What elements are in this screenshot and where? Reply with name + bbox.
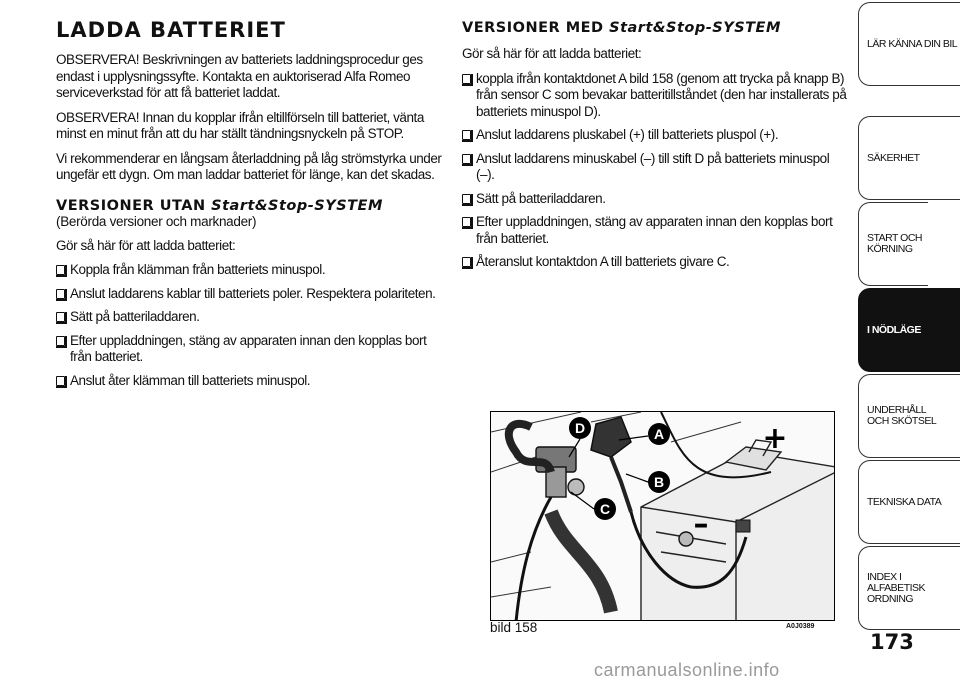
label-d-text: D (574, 420, 586, 436)
left-column (56, 18, 446, 396)
tab-sakerhet[interactable] (858, 116, 960, 200)
tab-tekniska-data[interactable] (858, 460, 960, 544)
list-item (56, 309, 446, 326)
page-number: 173 (870, 630, 914, 654)
list-item-text: Anslut laddarens pluskabel (+) till batteriets pluspol (+). (476, 127, 779, 142)
label-b-text: B (653, 474, 665, 490)
list-item (56, 286, 446, 303)
label-a-icon (648, 423, 670, 445)
checkbox-bullet-icon (56, 312, 65, 322)
list-item (56, 262, 446, 279)
heading-text: VERSIONER UTAN (56, 197, 212, 214)
list-item (462, 127, 847, 144)
checkbox-bullet-icon (56, 336, 65, 346)
minus-symbol: – (693, 507, 709, 542)
list-item (462, 214, 847, 247)
battery-illustration (490, 411, 835, 621)
label-c-icon (594, 498, 616, 520)
tab-label: UNDERHÅLL OCH SKÖTSEL (867, 404, 937, 427)
list-item-text: Anslut laddarens minuskabel (–) till stift D på batteriets minuspol (–). (476, 150, 830, 182)
recommendation-paragraph: Vi rekommenderar en långsam återladdning på låg strömstyrka under ungefär ett dygn. Om man laddar batteriet för länge, kan det skadas. (56, 150, 442, 182)
tab-i-nodlage[interactable] (858, 288, 960, 372)
list-item (56, 333, 446, 366)
list-item (462, 71, 847, 121)
checkbox-bullet-icon (462, 74, 471, 84)
checkbox-bullet-icon (56, 376, 65, 386)
battery-drawing (491, 412, 835, 621)
label-c-text: C (599, 501, 611, 517)
checkbox-bullet-icon (462, 130, 471, 140)
section-heading-without-ss (56, 198, 446, 214)
figure-code: A0J0389 (786, 623, 815, 630)
label-a-text: A (653, 426, 665, 442)
list-item-text: Anslut åter klämman till batteriets minuspol. (70, 372, 311, 388)
figure-caption: bild 158 (490, 620, 538, 635)
tab-label: I NÖDLÄGE (867, 323, 921, 336)
tab-label: INDEX I ALFABETISK ORDNING (867, 570, 926, 605)
instruction-intro: Gör så här för att ladda batteriet: (462, 46, 642, 61)
checkbox-bullet-icon (462, 194, 471, 204)
list-item (462, 254, 847, 271)
label-b-icon (648, 471, 670, 493)
list-item-text: Sätt på batteriladdaren. (476, 190, 606, 206)
note-paragraph-1: OBSERVERA! Beskrivningen av batteriets laddningsprocedur ges endast i upplysningssyfte. Kontakta en auktoriserad Alfa Romeo serviceverkstad för att få batteriet laddat. (56, 52, 423, 100)
list-item-text: Sätt på batteriladdaren. (70, 309, 200, 324)
list-item-text: Anslut laddarens kablar till batteriets poler. Respektera polariteten. (70, 285, 436, 301)
label-d-icon (569, 417, 591, 439)
list-item-text: Koppla från klämman från batteriets minuspol. (70, 262, 326, 277)
heading-text: VERSIONER MED (462, 20, 610, 36)
tab-label: SÄKERHET (867, 151, 920, 164)
tab-start-och-korning[interactable] (858, 202, 928, 286)
right-column (462, 20, 847, 278)
section-heading-with-ss (462, 20, 847, 36)
tab-label: LÄR KÄNNA DIN BIL (867, 37, 958, 50)
list-item-text: Efter uppladdningen, stäng av apparaten innan den kopplas bort från batteriet. (70, 332, 427, 364)
list-item-text: Efter uppladdningen, stäng av apparaten innan den kopplas bort från batteriet. (476, 214, 833, 246)
heading-italic-text: Start&Stop-SYSTEM (211, 197, 383, 214)
tab-label: START OCH KÖRNING (867, 232, 923, 255)
checkbox-bullet-icon (462, 257, 471, 267)
instruction-intro: Gör så här för att ladda batteriet: (56, 237, 236, 253)
section-subheading: (Berörda versioner och marknader) (56, 213, 257, 229)
heading-italic-text: Start&Stop-SYSTEM (609, 20, 781, 36)
checkbox-bullet-icon (462, 217, 471, 227)
list-item-text: koppla ifrån kontaktdonet A bild 158 (genom att trycka på knapp B) från sensor C som bevakar batteritillståndet (den har installerats på batteriets minuspol D). (476, 70, 847, 119)
chapter-tabs (858, 0, 960, 686)
plus-symbol: + (762, 421, 788, 456)
list-item (462, 191, 847, 208)
checkbox-bullet-icon (56, 289, 65, 299)
connector-a-drawing (591, 417, 631, 512)
watermark: carmanualsonline.info (594, 660, 780, 680)
tab-lar-kanna-din-bil[interactable] (858, 2, 960, 86)
list-item (462, 151, 847, 184)
checkbox-bullet-icon (56, 265, 65, 275)
tab-index-i-alfabetisk-ordning[interactable] (858, 546, 960, 630)
list-item-text: Återanslut kontaktdon A till batteriets givare C. (476, 254, 730, 269)
list-item (56, 373, 446, 390)
note-paragraph-2: OBSERVERA! Innan du kopplar ifrån eltillförseln till batteriet, vänta minst en minut från att du har ställt tändningsnyckeln på STOP. (56, 109, 424, 141)
page-title: LADDA BATTERIET (56, 18, 286, 42)
tab-underhall-och-skotsel[interactable] (858, 374, 960, 458)
checkbox-bullet-icon (462, 154, 471, 164)
tab-label: TEKNISKA DATA (867, 495, 942, 508)
